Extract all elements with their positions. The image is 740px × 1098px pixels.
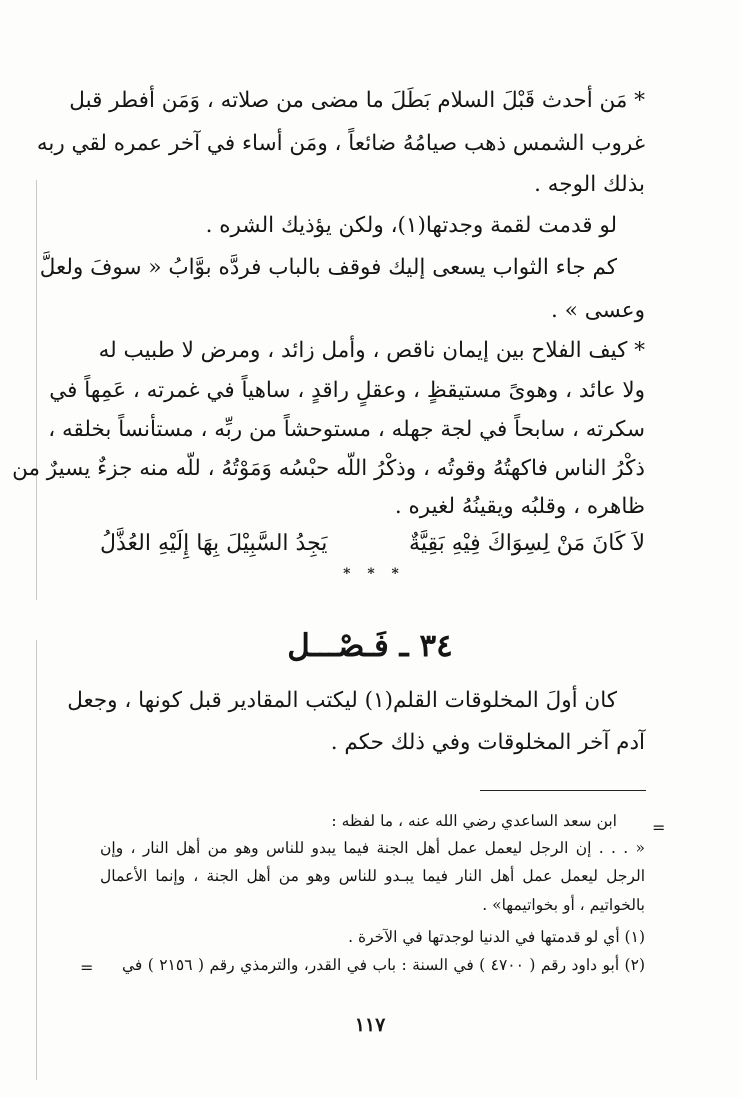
footnote-2: (٢) أبو داود رقم ( ٤٧٠٠ ) في السنة : باب في القدر، والترمذي رقم ( ٢١٥٦ ) في — [122, 956, 645, 974]
body-line: كم جاء الثواب يسعى إليك فوقف بالباب فردَّه بوَّابُ « سوفَ ولعلَّ — [39, 255, 617, 280]
body-line: ولا عائد ، وهوىً مستيقظٍ ، وعقلٍ راقدٍ ، ساهياً في غمرته ، عَمِهاً في — [49, 378, 645, 403]
footnote-1: (١) أي لو قدمتها في الدنيا لوجدتها في الآخرة . — [348, 928, 645, 946]
body-line: * كيف الفلاح بين إيمان ناقص ، وأمل زائد ، ومرض لا طبيب له — [98, 338, 645, 363]
body-line: ذكْرُ الناس فاكهتُهُ وقوتُه ، وذكْرُ اللّه حبْسُه وَمَوْتُهُ ، للّه منه جزءٌ يسيرٌ من — [12, 456, 645, 481]
footnote-continues-mark: = — [80, 958, 94, 977]
footnote-rule — [480, 790, 646, 791]
body-line: وعسى » . — [551, 298, 645, 323]
body-line: لو قدمت لقمة وجدتها(١)، ولكن يؤذيك الشره . — [205, 213, 617, 238]
verse-hemistich-left: يَجِدُ السَّبِيْلَ بِهَا إِلَيْهِ العُذَّلُ — [100, 531, 328, 556]
section-line: آدم آخر المخلوقات وفي ذلك حكم . — [330, 730, 645, 755]
body-line: * مَن أحدث قَبْلَ السلام بَطَلَ ما مضى من صلاته ، وَمَن أفطر قبل — [69, 88, 645, 113]
body-line: سكرته ، سابحاً في لجة جهله ، مستوحشاً من ربِّه ، مستأنساً بخلقه ، — [48, 417, 645, 442]
footnote-line: بالخواتيم ، أو بخواتيمها» . — [482, 896, 645, 914]
page-edge-shadow — [36, 180, 37, 600]
footnote-line: الرجل ليعمل عمل أهل النار فيما يبـدو للناس وهو من أهل الجنة ، وإنما الأعمال — [100, 867, 645, 885]
verse-hemistich-right: لاَ كَانَ مَنْ لِسِوَاكَ فِيْهِ بَقِيَّةٌ — [409, 531, 645, 556]
body-line: غروب الشمس ذهب صيامُهُ ضائعاً ، ومَن أساء في آخر عمره لقي ربه — [36, 131, 645, 156]
footnote-line: « . . . إن الرجل ليعمل عمل أهل الجنة فيما يبدو للناس وهو من أهل النار ، وإن — [100, 839, 645, 857]
section-line: كان أولَ المخلوقات القلم(١) ليكتب المقادير قبل كونها ، وجعل — [67, 688, 617, 713]
footnote-continuation-mark: = — [652, 818, 666, 837]
page-number: ١١٧ — [354, 1014, 386, 1036]
section-heading: ٣٤ ـ فَـصْـــل — [287, 628, 453, 664]
footnote-line: ابن سعد الساعدي رضي الله عنه ، ما لفظه : — [331, 812, 617, 830]
poetry-verse — [100, 531, 645, 556]
body-line: بذلك الوجه . — [534, 172, 645, 197]
body-line: ظاهره ، وقلبُه ويقينُهُ لغيره . — [394, 494, 645, 519]
section-separator: * * * — [343, 566, 405, 582]
